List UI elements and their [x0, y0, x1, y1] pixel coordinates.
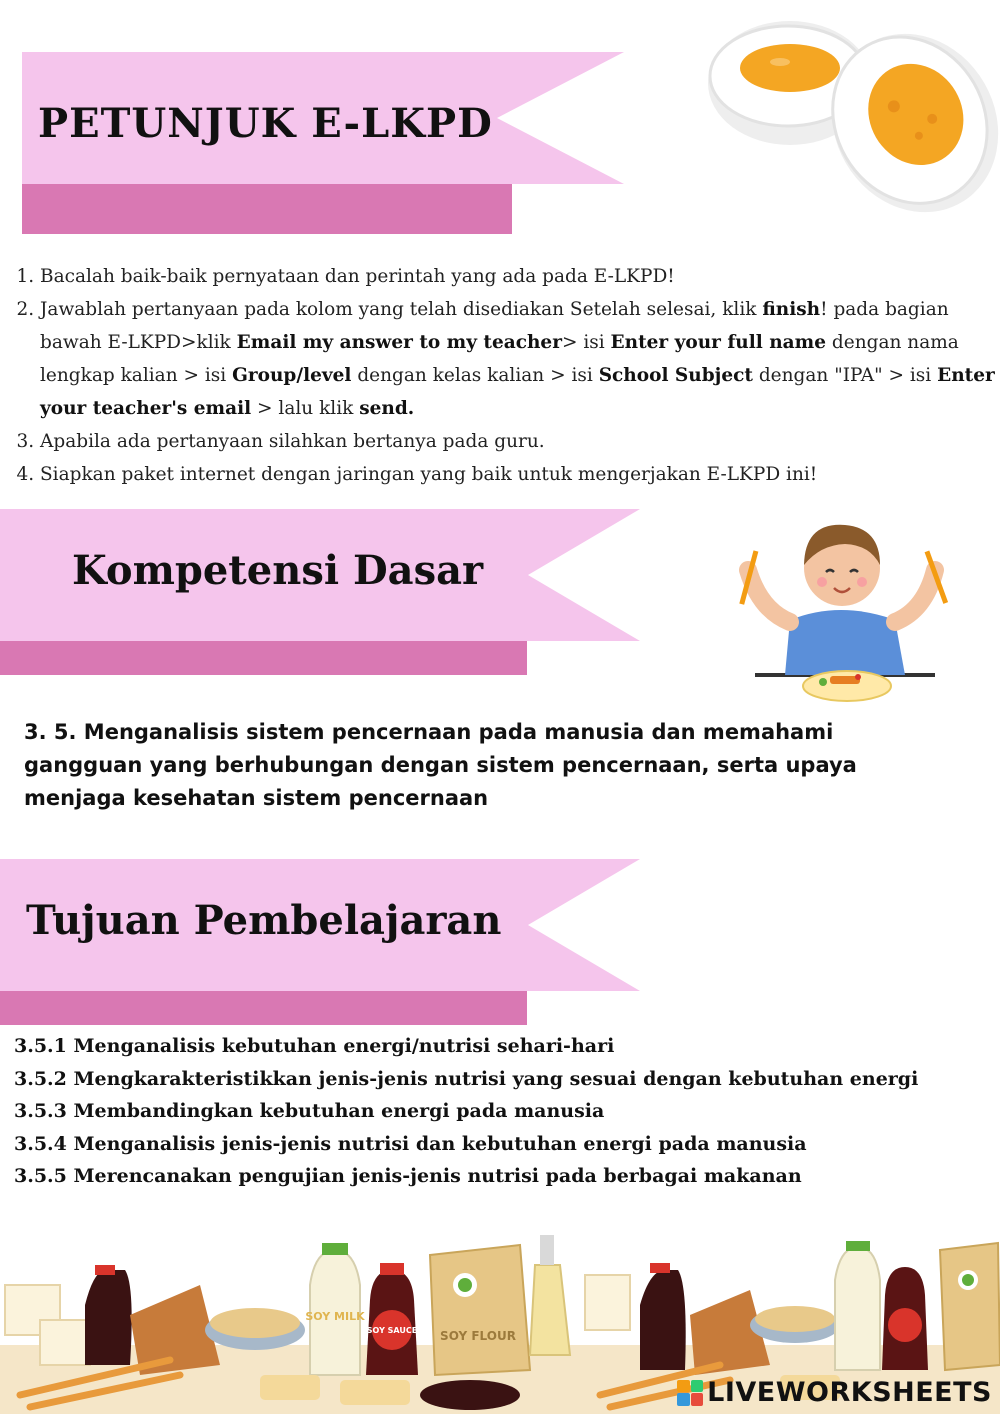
- tujuan-item: 3.5.4 Menganalisis jenis-jenis nutrisi dan kebutuhan energi pada manusia: [14, 1132, 807, 1155]
- instruction-bold-text: finish: [762, 299, 821, 320]
- instruction-text: Bacalah baik-baik pernyataan dan perintah yang ada pada E-LKPD!: [40, 266, 675, 287]
- instruction-text: Siapkan paket internet dengan jaringan yang baik untuk mengerjakan E-LKPD ini!: [40, 464, 818, 485]
- kompetensi-title: Kompetensi Dasar: [72, 547, 484, 594]
- instruction-text: dengan nama lengkap kalian > isi: [40, 332, 959, 386]
- tujuan-title: Tujuan Pembelajaran: [26, 897, 502, 944]
- petunjuk-banner: [0, 52, 640, 234]
- instruction-bold-text: Enter your full name: [610, 332, 827, 353]
- instruction-bold-text: Email my answer to my teacher: [236, 332, 562, 353]
- instruction-item: [40, 425, 1000, 458]
- soy-flour-label: SOY FLOUR: [440, 1329, 516, 1343]
- page-title: PETUNJUK E-LKPD: [38, 100, 493, 147]
- instruction-list: [18, 260, 1000, 491]
- instruction-bold-text: School Subject: [598, 365, 753, 386]
- tujuan-item: 3.5.3 Membandingkan kebutuhan energi pada manusia: [14, 1100, 605, 1122]
- instruction-text: dengan "IPA" > isi: [752, 365, 938, 386]
- liveworksheets-watermark: [677, 1377, 992, 1408]
- watermark-text: LIVEWORKSHEETS: [707, 1377, 992, 1408]
- kompetensi-text: 3. 5. Menganalisis sistem pencernaan pada manusia dan memahami gangguan yang berhubungan dengan sistem pencernaan, serta upaya menjaga kesehatan sistem pencernaan: [24, 720, 857, 810]
- boy-eating-illustration: [730, 510, 970, 710]
- instruction-text: > lalu klik: [251, 398, 360, 419]
- instruction-item: [40, 260, 1000, 293]
- instruction-bold-text: Enter your teacher's email: [40, 365, 995, 419]
- instruction-item: [40, 458, 1000, 491]
- liveworksheets-logo-icon: [677, 1380, 703, 1406]
- kompetensi-banner: [0, 509, 640, 675]
- tujuan-item: 3.5.5 Merencanakan pengujian jenis-jenis nutrisi pada berbagai makanan: [14, 1165, 802, 1187]
- instruction-text: > isi: [561, 332, 611, 353]
- soy-milk-label: SOY MILK: [305, 1310, 365, 1323]
- instruction-text: Jawablah pertanyaan pada kolom yang telah disediakan Setelah selesai, klik: [40, 299, 763, 320]
- instruction-text: dengan kelas kalian > isi: [351, 365, 599, 386]
- tujuan-banner: [0, 859, 640, 1025]
- instruction-text: ! pada bagian bawah E-LKPD>klik: [40, 299, 949, 353]
- instruction-bold-text: Group/level: [232, 365, 352, 386]
- instruction-bold-text: send.: [359, 398, 415, 419]
- soy-sauce-label: SOY SAUCE: [366, 1326, 418, 1335]
- instruction-text: Apabila ada pertanyaan silahkan bertanya pada guru.: [40, 431, 545, 452]
- boiled-egg-illustration: [700, 18, 1000, 218]
- tujuan-list: [14, 1030, 974, 1193]
- tujuan-item: 3.5.2 Mengkarakteristikkan jenis-jenis nutrisi yang sesuai dengan kebutuhan energi: [14, 1067, 919, 1090]
- tujuan-item: 3.5.1 Menganalisis kebutuhan energi/nutrisi sehari-hari: [14, 1035, 615, 1057]
- instruction-item: [40, 293, 1000, 425]
